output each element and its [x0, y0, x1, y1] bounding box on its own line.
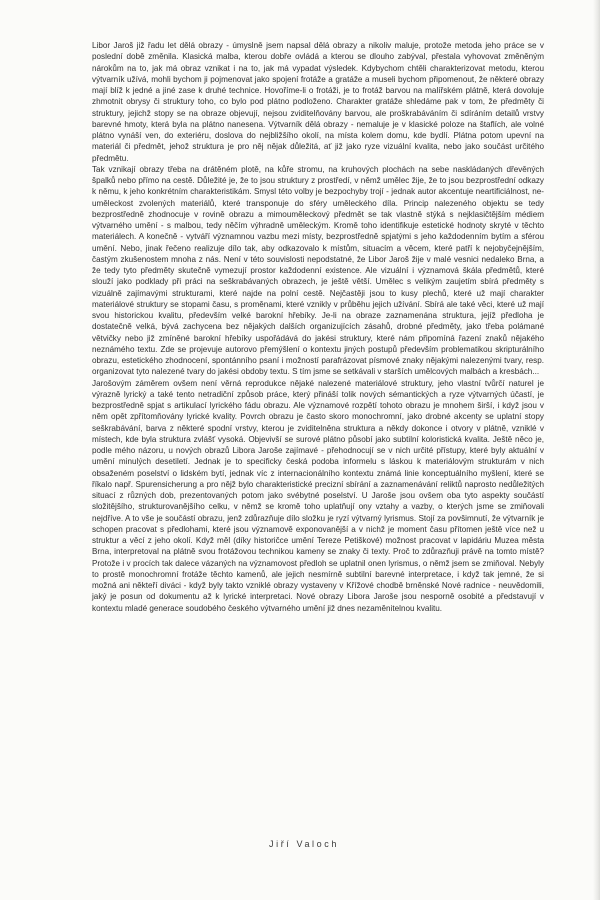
paragraph-3: Jarošovým záměrem ovšem není věrná reprodukce nějaké nalezené materiálové struktury, jeho vlastní tvůrčí naturel je výrazně lyrický a také tento netradiční způsob práce, který přináší tolik nových sémantických a ryze výtvarných účastí, je bezprostředně spjat s artikulací lyrického fádu obrazu. Ale významové rozpětí tohoto obrazu je mnohem širší, i když jsou v něm opět zpřítomňovány lyrické kvality. Povrch obrazu je často skoro monochromní, jako drobné akcenty se uplatní stopy seškrabávání, barva z některé spodní vrstvy, kterou je zviditelněna struktura a někdy dokonce i otvory v plátně, vzniklé v místech, kde byla struktura zvlášť vysoká. Objevivší se surové plátno působí jako subtilní koloristická kvalita. Ještě něco je, podle mého názoru, u nových obrazů Libora Jaroše zajímavé - přehodnocují se v nich určité přístupy, které byly aktuální v umění minulých desetiletí. Jednak je to specificky česká podoba informelu s láskou k materiálovým strukturám v nich obsaženém poselství o lidském bytí, jednak víc z internacionálního kontextu známá linie konceptuálního myšlení, které se říkalo např. Spurensicherung a pro nějž bylo charakteristické precizní sbírání a zaznamenávání reliktů naprosto nedůležitých situací z různých dob, prezentovaných potom jako svébytné poselství. U Jaroše jsou ovšem oba tyto aspekty součástí složitějšího, strukturovanějšího celku, v němž se kromě toho uplatňují ony vztahy a vazby, o kterých jsme se zmiňovali nejdříve. A to vše je součástí obrazu, jenž zdůrazňuje dílo složku je ryzí výtvarný lyrismus. Stojí za povšimnutí, že výtvarník je schopen pracovat s předlohami, které jsou významově exponovanější a v nichž je moment času přítomen ještě více než u struktur a věcí z jeho okolí. Když měl (díky historičce umění Tereze Petiškové) možnost pracovat v lapidáriu Muzea města Brna, interpretoval na plátně svou frotážovou technikou kameny se znaky či texty. Proč to zdůrazňuji právě na tomto místě? Protože i v procích tak dalece vázaných na významovost předloh se uplatnil onen lyrismus, o němž jsem se zmiňoval. Nebyly to prostě monochromní frotáže těchto kamenů, ale jejich nesmírně subtilní barevné interpretace, i když tak jemné, že si možná ani někteří diváci - když byly takto vzniklé obrazy vystaveny v Křížové chodbě brněnské Nové radnice - neuvědomili, jaký je posun od dokumentu až k lyrické interpretaci. Nové obrazy Libora Jaroše jsou nesporně osobité a představují v kontextu mladé generace soudobého českého výtvarného umění již dnes nezaměnitelnou kvalitu. — [92, 378, 544, 613]
paragraph-2: Tak vznikají obrazy třeba na drátěném plotě, na kůře stromu, na kruhových plochách na sebe naskládaných dřevěných špalků nebo přímo na cestě. Důležité je, že to jsou struktury z prostředí, v němž umělec žije, že to jsou bezprostřední odkazy k němu, k jeho konkrétním charakteristikám. Smysl této volby je bezpochyby trojí - jednak autor akcentuje neartificiálnost, ne-uměleckost zvolených materiálů, které transponuje do sféry uměleckého díla. Princip nalezeného objektu se tedy bezprostředně zhodnocuje v rovině obrazu a mimouměleckový předmět se tak vlastně stýká s nejklasičtějším médiem výtvarného umění - s malbou, tedy něčím výhradně uměleckým. Kromě toho identifikuje estetické hodnoty skryté v těchto materiálech. A konečně - vytváří významnou vazbu mezi místy, bezprostředně spjatými s jeho každodenním bytím a sférou umění. Nebo, jinak řečeno realizuje dílo tak, aby odkazovalo k místům, situacím a věcem, které patří k nejobyčejnějším, častým zkušenostem mnoha z nás. Není v této souvislosti nepodstatné, že Libor Jaroš žije v malé vesnici nedaleko Brna, a že tedy tyto předměty skutečně vymezují prostor každodenní existence. Ale vizuální i významová škála předmětů, které slouží jako podklady při práci na seškrabávaných obrazech, je ještě větší. Umělec s velikým zaujetím sbírá předměty s vizuálně zajímavými strukturami, které najde na polní cestě. Nejčastěji jsou to kusy plechů, které už mají charakter materiálové struktury se stopami času, s proměnami, které vznikly v průběhu jejich užívání. Sbírá ale také věci, které už mají svou historickou kvalitu, především velké barokní hřebíky. Je-li na obraze zaznamenána struktura, jejíž předloha je dostatečně velká, bývá zachycena bez nějakých dalších organizujících zásahů, drobné předměty, jako třeba polámané větvičky nebo již zmíněné barokní hřebíky uspořádává do jakési struktury, které nám připomíná řazení znaků nějakého neznámého textu. Zde se projevuje autorovo přemýšlení o kontextu jiných postupů především problematikou skripturálního obrazu, estetického zhodnocení, spontánního psaní i možností parafrázovat písmové znaky nějakými nalezenými tvary, resp. organizovat tyto nalezené tvary do jakési obdoby textu. S tím jsme se setkávali v starších umělcových malbách a kresbách... — [92, 164, 544, 377]
scan-edge-shadow — [593, 0, 600, 900]
author-signature: Jiří Valoch — [269, 839, 339, 849]
paragraph-1: Libor Jaroš již řadu let dělá obrazy - úmyslně jsem napsal dělá obrazy a nikoliv maluje, protože metoda jeho práce se v poslední době změnila. Klasická malba, kterou dobře ovládá a kterou se dlouho zabýval, přestala vyhovovat změněným nárokům na to, jak má obraz vznikat i na to, jak má vypadat výsledek. Kdybychom chtěli charakterizovat metodu, kterou výtvarník užívá, mohli bychom ji pojmenovat jako spojení frotáže a gratáže a museli bychom připomenout, že některé obrazy mají blíž k jedné a jiné zase k druhé technice. Hovoříme-li o frotáži, je to frotáž barvou na malířském plátně, která dovoluje zhmotnit obrysy či struktury toho, co bylo pod plátno podloženo. Charakter gratáže shledáme pak v tom, že předměty či struktury, jejichž stopy se na obraze objevují, nejsou zviditelňovány barvou, ale proškrabáváním či sdíráním detailů vrstvy barevné hmoty, která byla na plátno nanesena. Výtvarník dělá obrazy - nemaluje je v klasické poloze na štaflích, ale volné plátno vynáší ven, do exteriéru, doslova do nejbližšího okolí, na místa kolem domu, kde bydlí. Plátna potom upevní na materiál či předmět, jehož struktura je pro něj nějak důležitá, ať již jako ryze vizuální kvalita, nebo jako součást určitého předmětu. — [92, 41, 544, 163]
essay-body — [92, 40, 544, 614]
